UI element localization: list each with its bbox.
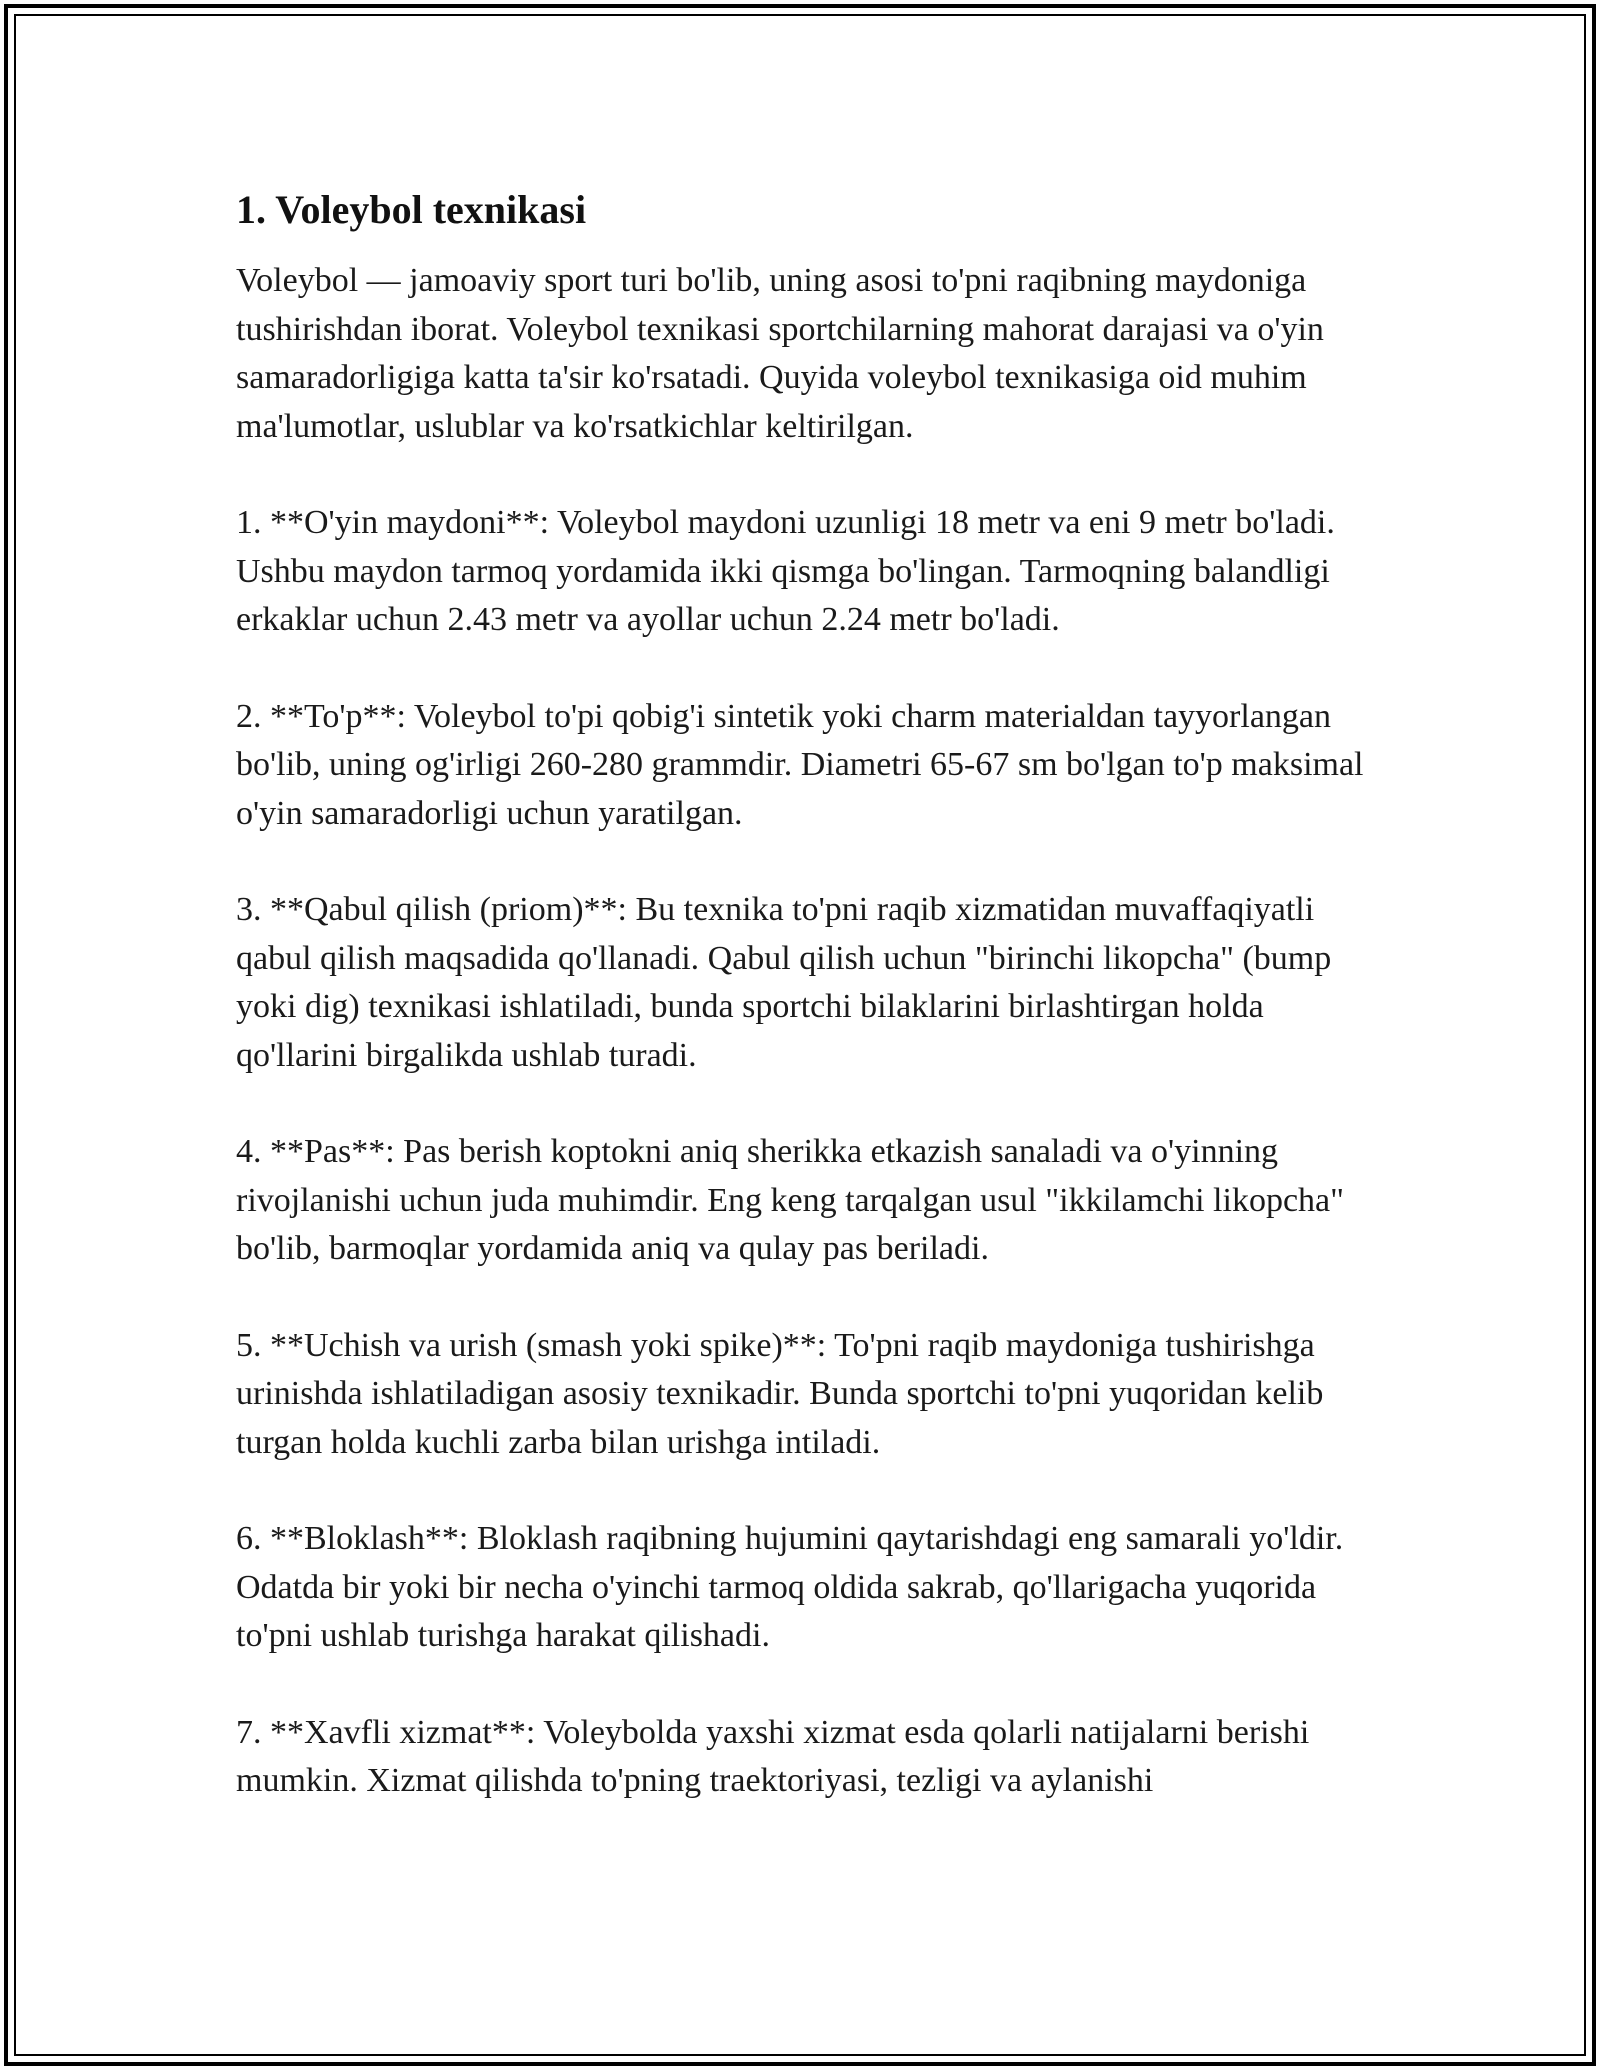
- section-xavfli-xizmat: 7. **Xavfli xizmat**: Voleybolda yaxshi xizmat esda qolarli natijalarni berishi mumkin. Xizmat qilishda to'pning traektoriyasi, tezligi va aylanishi: [236, 1713, 1310, 1799]
- page-title: 1. Voleybol texnikasi: [236, 187, 587, 232]
- document-body: [236, 185, 1386, 1854]
- section-qabul-qilish: 3. **Qabul qilish (priom)**: Bu texnika to'pni raqib xizmatidan muvaffaqiyatli qabul qilish maqsadida qo'llanadi. Qabul qilish uchun "birinchi likopcha" (bump yoki dig) texnikasi ishlatiladi, bunda sportchi bilaklarini birlashtirgan holda qo'llarini birgalikda ushlab turadi.: [236, 891, 1332, 1074]
- section-oyin-maydoni: 1. **O'yin maydoni**: Voleybol maydoni uzunligi 18 metr va eni 9 metr bo'ladi. Ushbu maydon tarmoq yordamida ikki qismga bo'lingan. Tarmoqning balandligi erkaklar uchun 2.43 metr va ayollar uchun 2.24 metr bo'ladi.: [236, 504, 1335, 638]
- section-top: 2. **To'p**: Voleybol to'pi qobig'i sintetik yoki charm materialdan tayyorlangan bo'lib, uning og'irligi 260-280 grammdir. Diametri 65-67 sm bo'lgan to'p maksimal o'yin samaradorligi uchun yaratilgan.: [236, 697, 1364, 832]
- section-pas: 4. **Pas**: Pas berish koptokni aniq sherikka etkazish sanaladi va o'yinning rivojlanishi uchun juda muhimdir. Eng keng tarqalgan usul "ikkilamchi likopcha" bo'lib, barmoqlar yordamida aniq va qulay pas beriladi.: [236, 1133, 1345, 1267]
- intro-paragraph: Voleybol — jamoaviy sport turi bo'lib, uning asosi to'pni raqibning maydoniga tushirishdan iborat. Voleybol texnikasi sportchilarning mahorat darajasi va o'yin samaradorligiga katta ta'sir ko'rsatadi. Quyida voleybol texnikasiga oid muhim ma'lumotlar, uslublar va ko'rsatkichlar keltirilgan.: [236, 262, 1324, 445]
- section-bloklash: 6. **Bloklash**: Bloklash raqibning hujumini qaytarishdagi eng samarali yo'ldir. Odatda bir yoki bir necha o'yinchi tarmoq oldida sakrab, qo'llarigacha yuqorida to'pni ushlab turishga harakat qilishadi.: [236, 1520, 1344, 1654]
- section-uchish-va-urish: 5. **Uchish va urish (smash yoki spike)**: To'pni raqib maydoniga tushirishga urinishda ishlatiladigan asosiy texnikadir. Bunda sportchi to'pni yuqoridan kelib turgan holda kuchli zarba bilan urishga intiladi.: [236, 1326, 1324, 1461]
